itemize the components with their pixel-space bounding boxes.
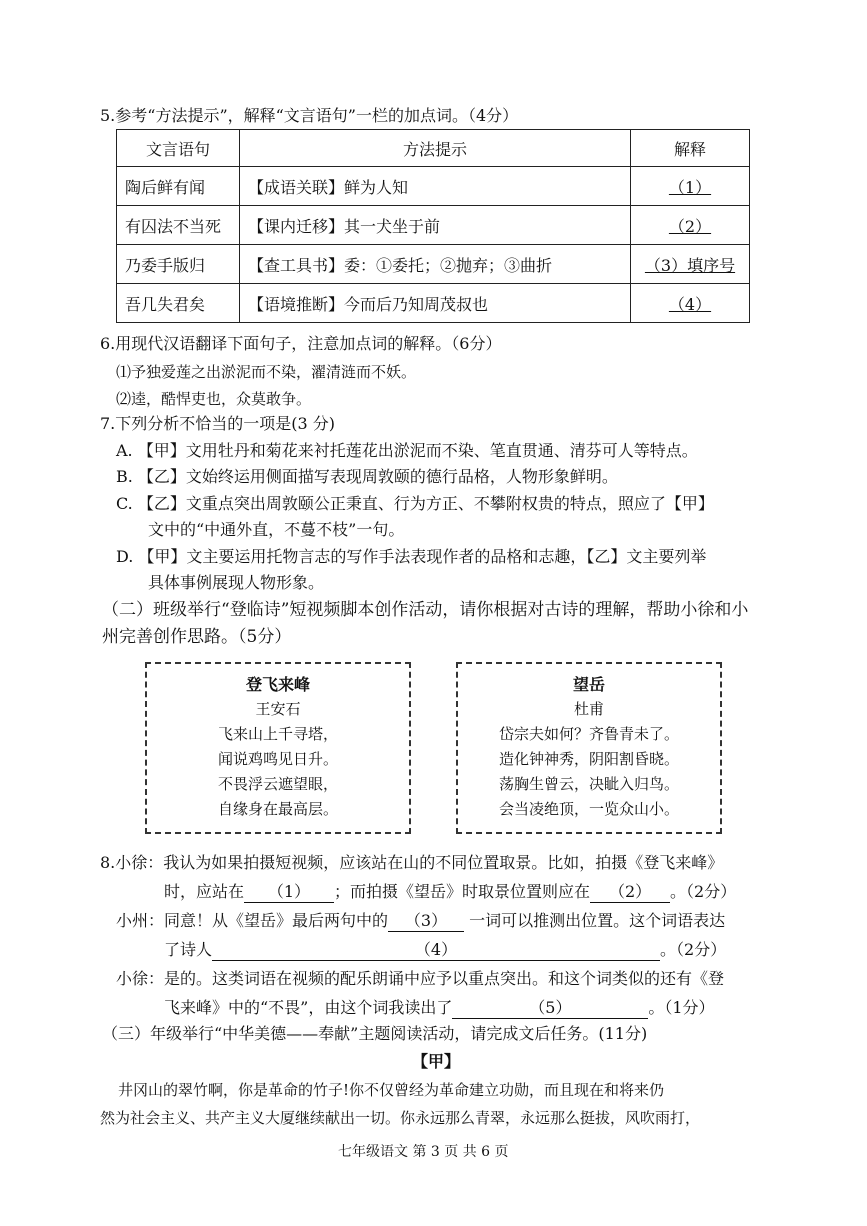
q6-sentence-1: ⑴予独爱莲之出淤泥而不染，濯清涟而不妖。 [116,363,417,381]
poem1-line: 闻说鸡鸣见日升。 [217,750,338,768]
row1-answer: （1） [668,177,712,197]
q8-line4 [164,940,726,961]
row4-answer: （4） [668,294,712,314]
row2-sentence: 有囚法不当死 [117,206,240,245]
q8-text: 。（1分） [648,998,715,1017]
poem2-line: 会当凌绝顶，一览众山小。 [498,800,679,818]
q8-line3 [116,911,725,932]
q8-blank-2: （2） [590,882,670,903]
passage-jia-line2: 然为社会主义、共产主义大厦继续献出一切。你永远那么青翠，永远那么挺拔，风吹雨打， [100,1109,701,1127]
q8-blank-1: （1） [244,882,334,903]
header-answer: 解释 [631,130,750,167]
poem1-line: 不畏浮云遮望眼， [217,775,338,793]
poem-box-wangyue [456,662,722,834]
q8-text: 。（2分） [660,940,727,959]
q8-text: 。（2分） [670,882,737,901]
q8-text: 一词可以推测出位置。这个词语表达 [469,911,726,930]
q8-text: 了诗人 [164,940,213,959]
q7-option-a: A. 【甲】文用牡丹和菊花来衬托莲花出淤泥而不染、笔直贯通、清芬可人等特点。 [116,441,698,460]
q8-line1: 8.小徐：我认为如果拍摄短视频，应该站在山的不同位置取景。比如，拍摄《登飞来峰》 [100,853,724,872]
poem1-line: 飞来山上千寻塔， [217,725,338,743]
table-row [117,284,750,323]
row3-answer: （3）填序号 [644,255,736,275]
q8-text: ；而拍摄《望岳》时取景位置则应在 [334,882,591,901]
header-sentence: 文言语句 [117,130,240,167]
poem2-title: 望岳 [572,675,605,694]
q8-line6 [164,998,715,1019]
page-footer: 七年级语文 第 3 页 共 6 页 [338,1144,509,1160]
header-hint: 方法提示 [240,130,631,167]
q8-text: 小州：同意！从《望岳》最后两句中的 [116,911,389,930]
poem-box-dengfeilaifeng [145,662,411,834]
q8-blank-3: （3） [388,911,464,932]
passage-jia-label: 【甲】 [412,1052,461,1071]
poem1-author: 王安石 [255,700,301,718]
q8-blank-4: （4） [212,940,660,961]
q7-option-d-line1: D. 【甲】文主要运用托物言志的写作手法表现作者的品格和志趣，【乙】文主要列举 [116,547,707,566]
q8-line2 [164,882,736,903]
poem1-line: 自缘身在最高层。 [217,800,338,818]
section2-intro-line2: 州完善创作思路。（5分） [102,627,292,647]
poem2-line: 荡胸生曾云，决眦入归鸟。 [498,775,679,793]
q6-stem: 6.用现代汉语翻译下面句子，注意加点词的解释。（6分） [100,334,502,353]
row2-hint: 【课内迁移】其一犬坐于前 [240,206,631,245]
table-row [117,206,750,245]
passage-jia-line1: 井冈山的翠竹啊，你是革命的竹子!你不仅曾经为革命建立功勋，而且现在和将来仍 [118,1081,665,1099]
q7-option-b: B. 【乙】文始终运用侧面描写表现周敦颐的德行品格，人物形象鲜明。 [116,467,618,486]
row3-hint: 【查工具书】委：①委托；②抛弃；③曲折 [240,245,631,284]
table-header-row [117,130,750,167]
q8-text: 时，应站在 [164,882,245,901]
section3-intro: （三）年级举行“中华美德——奉献”主题阅读活动，请完成文后任务。(11分) [102,1024,648,1043]
row4-hint: 【语境推断】今而后乃知周茂叔也 [240,284,631,323]
table-row [117,245,750,284]
q7-option-c-line1: C. 【乙】文重点突出周敦颐公正秉直、行为方正、不攀附权贵的特点，照应了【甲】 [116,494,714,513]
section2-intro-line1: （二）班级举行“登临诗”短视频脚本创作活动，请你根据对古诗的理解，帮助小徐和小 [102,600,749,620]
q7-option-d-line2: 具体事例展现人物形象。 [148,573,325,592]
q5-table [116,129,750,323]
poem2-author: 杜甫 [573,700,604,718]
poem2-line: 岱宗夫如何？齐鲁青未了。 [498,725,679,743]
row4-sentence: 吾几失君矣 [117,284,240,323]
poem2-line: 造化钟神秀，阴阳割昏晓。 [498,750,679,768]
q6-sentence-2: ⑵逵，酷悍吏也，众莫敢争。 [116,390,312,408]
poem1-title: 登飞来峰 [245,675,310,694]
table-row [117,167,750,206]
q7-option-c-line2: 文中的“中通外直，不蔓不枝”一句。 [148,520,405,539]
row3-sentence: 乃委手版归 [117,245,240,284]
q5-stem: 5.参考“方法提示”，解释“文言语句”一栏的加点词。（4分） [100,106,519,125]
q8-blank-5: （5） [452,998,648,1019]
q8-line5: 小徐：是的。这类词语在视频的配乐朗诵中应予以重点突出。和这个词类似的还有《登 [116,969,725,988]
q8-text: 飞来峰》中的“不畏”，由这个词我读出了 [164,998,453,1017]
q7-stem: 7.下列分析不恰当的一项是(3 分) [100,414,336,433]
row2-answer: （2） [668,216,712,236]
row1-hint: 【成语关联】鲜为人知 [240,167,631,206]
row1-sentence: 陶后鲜有闻 [117,167,240,206]
